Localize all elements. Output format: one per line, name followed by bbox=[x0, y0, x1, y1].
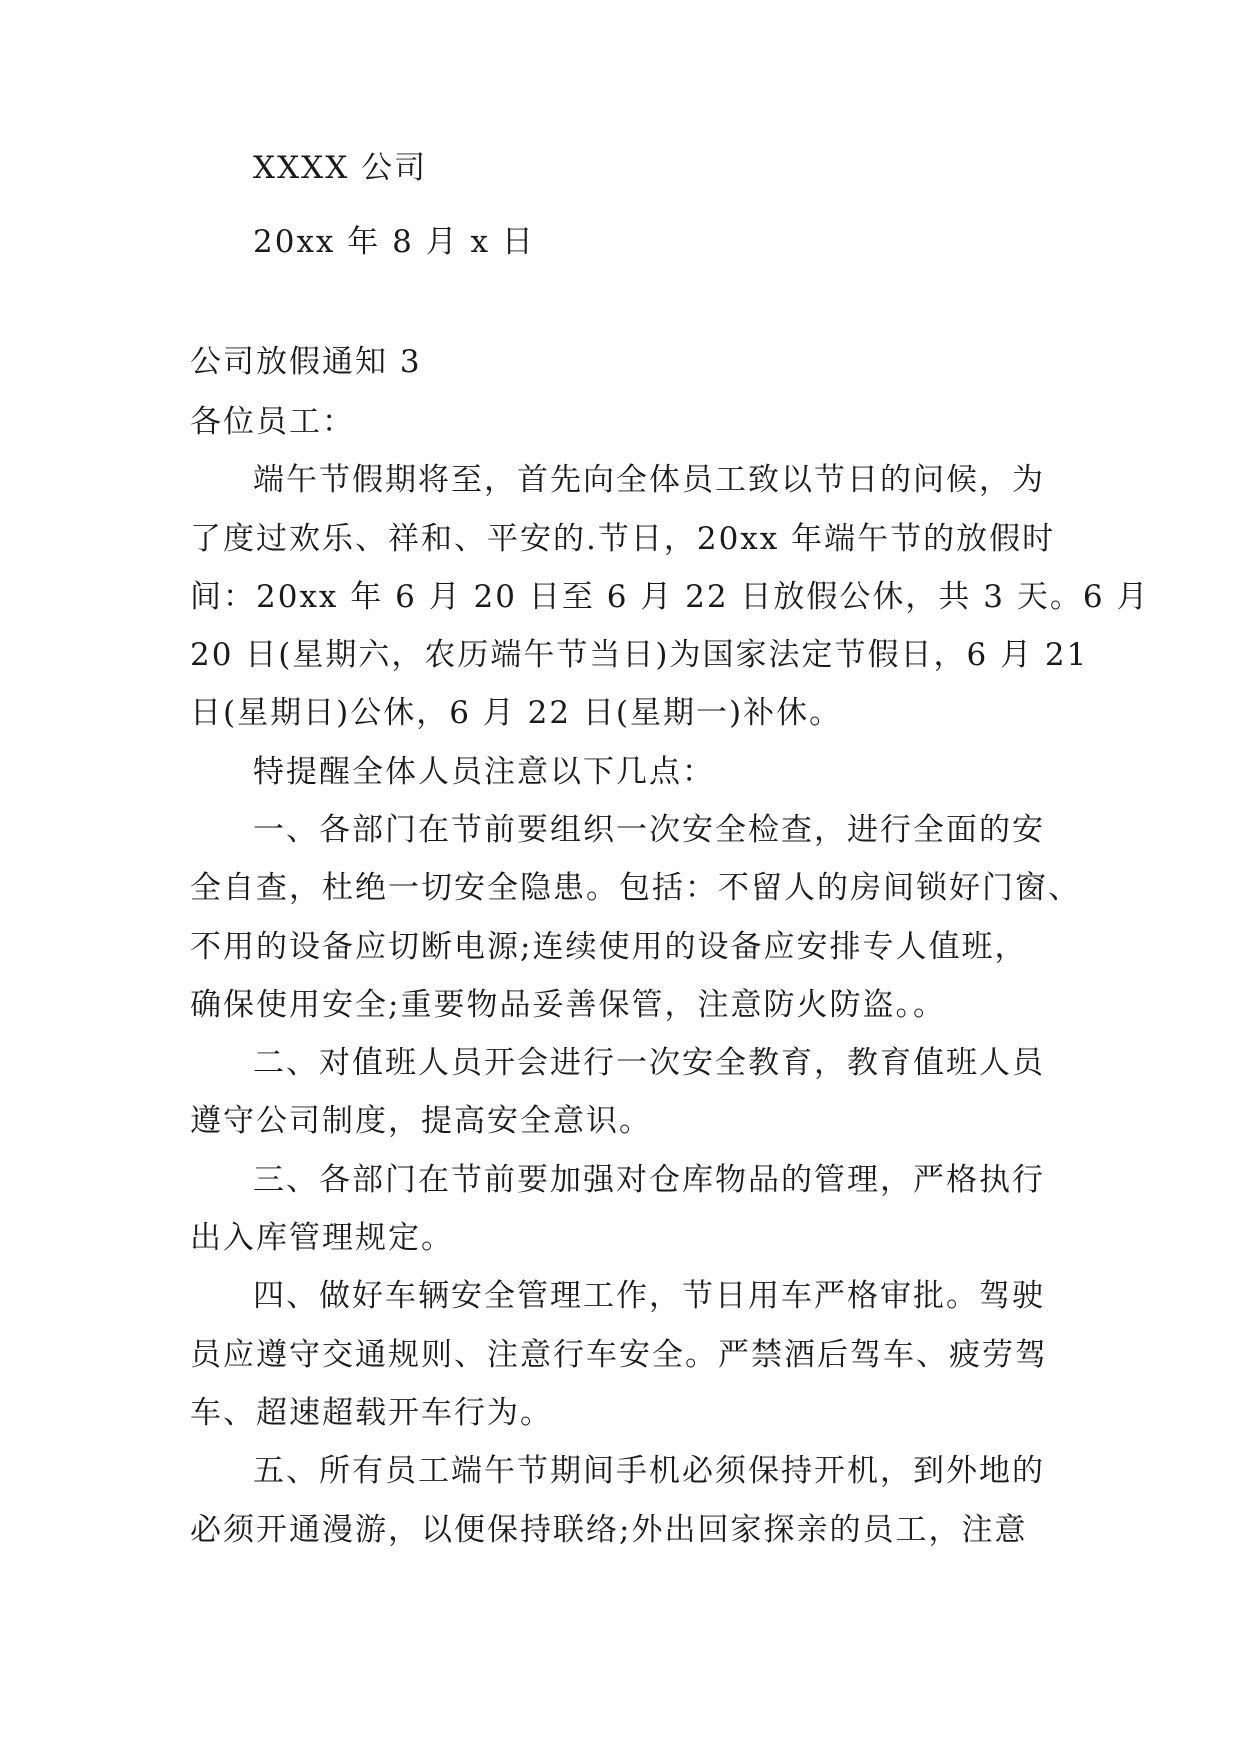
body-line: 确保使用安全;重要物品妥善保管，注意防火防盗。。 bbox=[190, 987, 946, 1023]
body-line: 间：20xx 年 6 月 20 日至 6 月 22 日放假公休，共 3 天。6 月 bbox=[190, 579, 1150, 615]
body-line: 必须开通漫游，以便保持联络;外出回家探亲的员工，注意 bbox=[190, 1512, 1028, 1548]
body-line: 二、对值班人员开会进行一次安全教育，教育值班人员 bbox=[253, 1045, 1045, 1081]
body-line: 端午节假期将至，首先向全体员工致以节日的问候，为 bbox=[253, 462, 1045, 498]
body-line: 了度过欢乐、祥和、平安的.节日，20xx 年端午节的放假时 bbox=[190, 521, 1056, 557]
notice-title: 公司放假通知 3 bbox=[190, 344, 422, 380]
body-line: 五、所有员工端午节期间手机必须保持开机，到外地的 bbox=[253, 1453, 1045, 1489]
body-line: 车、超速超载开车行为。 bbox=[190, 1395, 553, 1431]
body-line: 三、各部门在节前要加强对仓库物品的管理，严格执行 bbox=[253, 1162, 1045, 1198]
body-line: 一、各部门在节前要组织一次安全检查，进行全面的安 bbox=[253, 812, 1045, 848]
signoff-company: XXXX 公司 bbox=[253, 150, 428, 186]
body-line: 20 日(星期六，农历端午节当日)为国家法定节假日，6 月 21 bbox=[190, 637, 1089, 673]
body-line: 全自查，杜绝一切安全隐患。包括：不留人的房间锁好门窗、 bbox=[190, 870, 1081, 906]
body-line: 出入库管理规定。 bbox=[190, 1220, 454, 1256]
body-line: 不用的设备应切断电源;连续使用的设备应安排专人值班， bbox=[190, 929, 1028, 965]
salutation: 各位员工： bbox=[190, 404, 355, 440]
body-line: 特提醒全体人员注意以下几点： bbox=[253, 754, 715, 790]
signoff-date: 20xx 年 8 月 x 日 bbox=[253, 224, 535, 260]
body-line: 员应遵守交通规则、注意行车安全。严禁酒后驾车、疲劳驾 bbox=[190, 1337, 1048, 1373]
body-line: 日(星期日)公休，6 月 22 日(星期一)补休。 bbox=[190, 695, 843, 731]
body-line: 四、做好车辆安全管理工作，节日用车严格审批。驾驶 bbox=[253, 1278, 1045, 1314]
body-line: 遵守公司制度，提高安全意识。 bbox=[190, 1103, 652, 1139]
